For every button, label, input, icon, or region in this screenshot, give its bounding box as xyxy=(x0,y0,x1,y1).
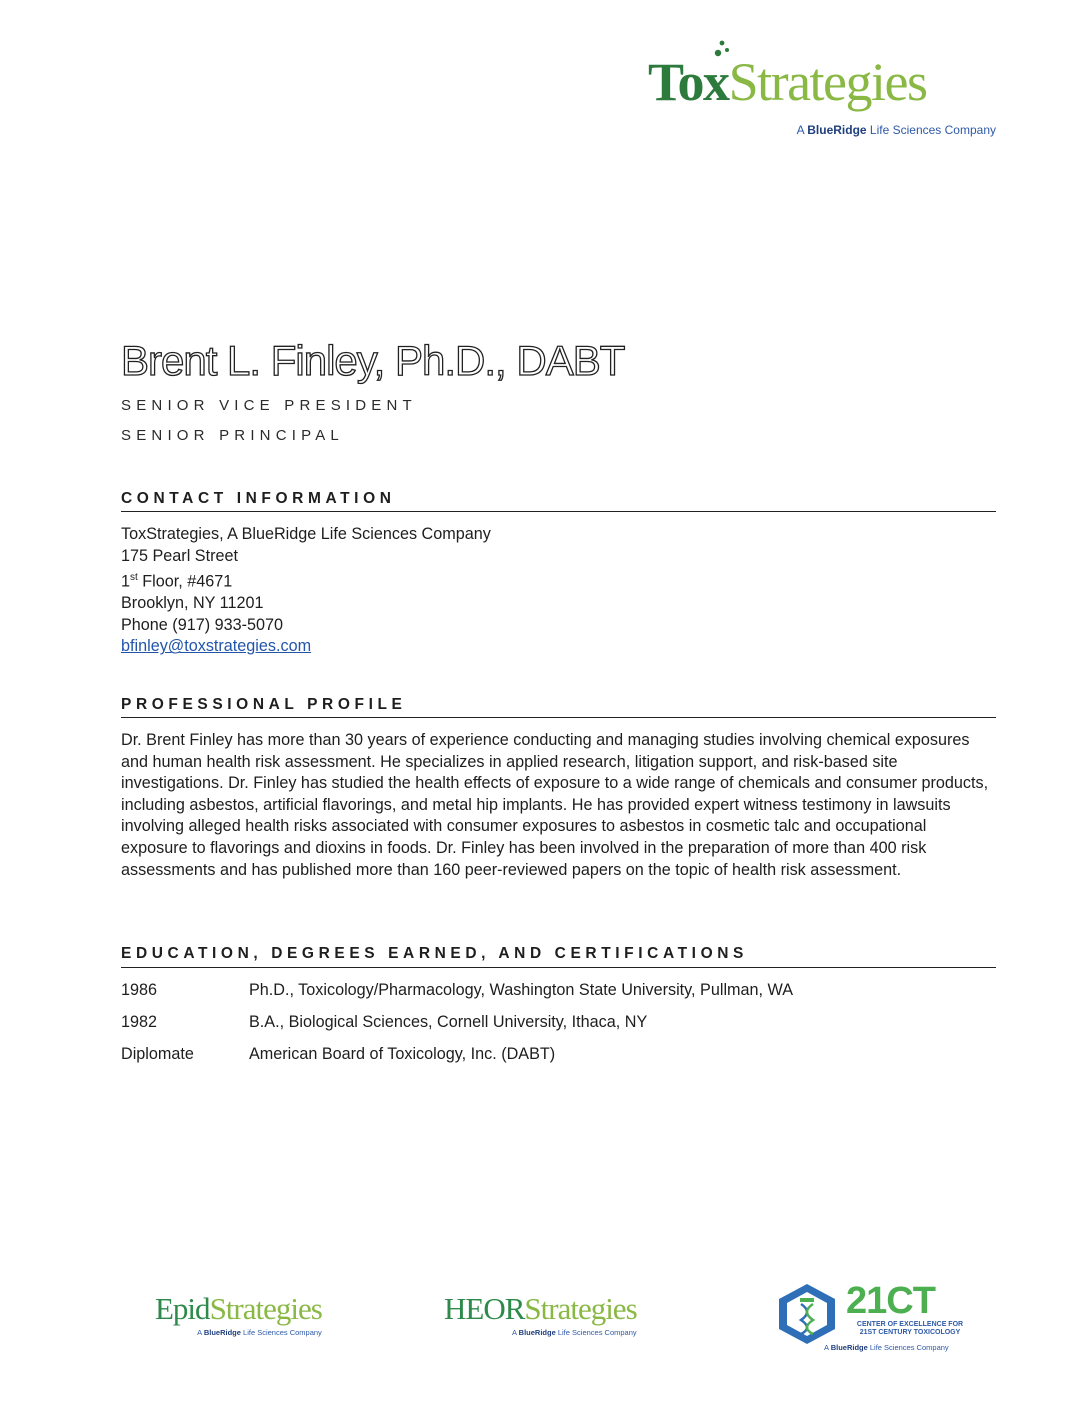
profile-divider xyxy=(121,717,996,718)
education-detail: Ph.D., Toxicology/Pharmacology, Washington State University, Pullman, WA xyxy=(249,981,793,999)
heorstrategies-logo xyxy=(444,1292,637,1337)
education-year: Diplomate xyxy=(121,1045,194,1063)
person-title-2: SENIOR PRINCIPAL xyxy=(121,427,344,444)
education-heading: EDUCATION, DEGREES EARNED, AND CERTIFICATIONS xyxy=(121,945,748,962)
21ct-mark: 21CT xyxy=(846,1280,935,1322)
contact-divider xyxy=(121,511,996,512)
toxstrategies-logo xyxy=(648,40,1000,140)
profile-text: Dr. Brent Finley has more than 30 years of experience conducting and managing studies involving chemical exposures and human health risk assessment. He specializes in applied research, litigation support, and risk-based site investigations. Dr. Finley has studied the health effects of exposure to a wide range of chemicals and consumer products, including asbestos, artificial flavorings, and metal hip implants. He has provided expert witness testimony in lawsuits involving alleged health risks associated with consumer exposures to asbestos in cosmetic talc and occupational exposure to flavorings and dioxins in foods. Dr. Finley has been involved in the preparation of more than 400 risk assessments and has published more than 160 peer-reviewed papers on the topic of health risk assessment. xyxy=(121,731,989,879)
education-year: 1982 xyxy=(121,1013,158,1031)
heor-tagline: A BlueRidge Life Sciences Company xyxy=(511,1328,637,1337)
education-row xyxy=(121,1045,555,1067)
profile-heading: PROFESSIONAL PROFILE xyxy=(121,696,407,713)
21ct-logo xyxy=(776,1282,966,1357)
epidstrategies-logo xyxy=(155,1292,322,1337)
person-title-1: SENIOR VICE PRESIDENT xyxy=(121,397,417,414)
education-detail: B.A., Biological Sciences, Cornell University, Ithaca, NY xyxy=(249,1013,648,1031)
hexagon-dna-icon xyxy=(776,1282,838,1346)
heor-wordmark: HEORStrategies xyxy=(444,1291,637,1326)
contact-street: 175 Pearl Street xyxy=(121,546,238,565)
education-row xyxy=(121,1013,647,1035)
21ct-tagline: A BlueRidge Life Sciences Company xyxy=(824,1343,949,1352)
contact-email-link[interactable]: bfinley@toxstrategies.com xyxy=(121,637,312,656)
21ct-subtitle: CENTER OF EXCELLENCE FOR 21ST CENTURY TOXICOLOGY xyxy=(856,1321,964,1336)
person-name: Brent L. Finley, Ph.D., DABT xyxy=(121,337,625,384)
contact-block xyxy=(121,524,491,658)
contact-floor: 1st Floor, #4671 xyxy=(121,572,233,591)
contact-company: ToxStrategies, A BlueRidge Life Sciences Company xyxy=(121,525,491,543)
logo-tagline: A BlueRidge Life Sciences Company xyxy=(796,123,996,137)
education-detail: American Board of Toxicology, Inc. (DABT) xyxy=(249,1045,556,1063)
epid-wordmark: EpidStrategies xyxy=(155,1291,322,1326)
contact-heading: CONTACT INFORMATION xyxy=(121,490,396,507)
contact-phone: Phone (917) 933-5070 xyxy=(121,615,284,634)
logo-wordmark: ToxStrategies xyxy=(648,52,927,112)
education-year: 1986 xyxy=(121,981,158,999)
education-divider xyxy=(121,967,996,968)
contact-city: Brooklyn, NY 11201 xyxy=(121,594,264,613)
education-row xyxy=(121,981,793,1003)
epid-tagline: A BlueRidge Life Sciences Company xyxy=(197,1328,322,1337)
